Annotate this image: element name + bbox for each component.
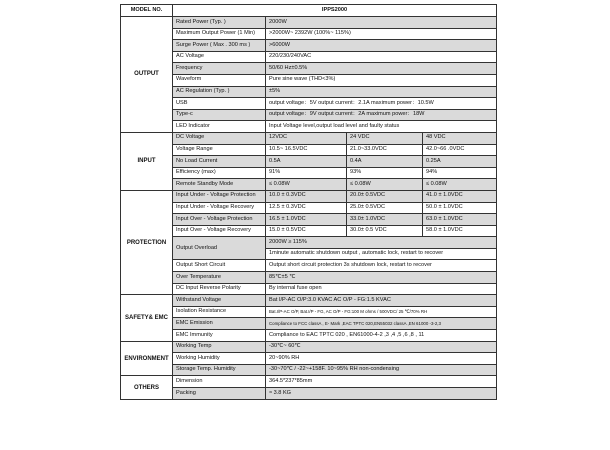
section-category: INPUT [121,132,173,190]
spec-value: Compliance to FCC classA , E- Mark ,EAC TPTC 020,EN55032 classA ,EN 61000 -3-2,3 [266,318,497,330]
spec-value: 0.5A [266,156,347,168]
spec-row [121,109,497,121]
spec-label: Working Temp [173,341,266,353]
spec-value: 58.0 ± 1.0VDC [423,225,497,237]
spec-value: 20.0± 0.5VDC [347,190,423,202]
spec-row [121,40,497,52]
spec-value: 2000W [266,17,497,29]
spec-label: Input Under - Voltage Protection [173,190,266,202]
spec-label: Remote Standby Mode [173,179,266,191]
spec-label: Isolation Resistance [173,306,266,318]
spec-value: ≤ 0.08W [347,179,423,191]
spec-value: 0.4A [347,156,423,168]
spec-row [121,214,497,226]
spec-value: 16.5 ± 1.0VDC [266,214,347,226]
spec-label: LED Indicator [173,121,266,133]
spec-row [121,272,497,284]
model-value: IPPS2000 [173,5,497,17]
spec-value: Output short circuit protection 3s shutdown lock, restart to recover [266,260,497,272]
model-label: MODEL NO. [121,5,173,17]
spec-row [121,156,497,168]
spec-row [121,364,497,376]
section-category: SAFETY& EMC [121,295,173,341]
spec-value: ±5% [266,86,497,98]
spec-label: EMC Emission [173,318,266,330]
section-category: OUTPUT [121,17,173,133]
spec-value: Bat I/P-AC O/P:3.0 KVAC AC O/P - FG:1.5 KVAC [266,295,497,307]
spec-value: >2000W~ 2392W (100%~ 115%) [266,28,497,40]
spec-label: Working Humidity [173,353,266,365]
spec-label: DC Input Reverse Polarity [173,283,266,295]
spec-label: Frequency [173,63,266,75]
spec-label: Voltage Range [173,144,266,156]
spec-table [120,4,497,400]
spec-value: -30~70℃ / -22~+158F. 10~95% RH non-condensing [266,364,497,376]
spec-value: 15.0 ± 0.5VDC [266,225,347,237]
spec-value: >6000W [266,40,497,52]
spec-value: 42.0~66 .0VDC [423,144,497,156]
spec-value: 10.5~ 16.5VDC [266,144,347,156]
spec-value: 12.5 ± 0.3VDC [266,202,347,214]
spec-row [121,17,497,29]
section-category: PROTECTION [121,190,173,294]
spec-value: 93% [347,167,423,179]
spec-value: 1minute automatic shutdown output , automatic lock, restart to recover [266,248,497,260]
spec-row [121,74,497,86]
spec-label: Output Overload [173,237,266,260]
spec-row [121,295,497,307]
spec-row [121,167,497,179]
spec-value: 91% [266,167,347,179]
spec-label: USB [173,98,266,110]
spec-value: By internal fuse open [266,283,497,295]
spec-value: ≤ 0.08W [266,179,347,191]
spec-row [121,260,497,272]
spec-row [121,237,497,249]
spec-row [121,144,497,156]
spec-value: 21.0~33.0VDC [347,144,423,156]
spec-row [121,388,497,400]
spec-label: Input Over - Voltage Protection [173,214,266,226]
spec-value: 12VDC [266,132,347,144]
spec-label: AC Regulation (Typ. ) [173,86,266,98]
spec-row [121,318,497,330]
header-row [121,5,497,17]
spec-label: Efficiency (max) [173,167,266,179]
spec-value: 33.0± 1.0VDC [347,214,423,226]
spec-row [121,121,497,133]
spec-value: 364.5*237*85mm [266,376,497,388]
spec-label: Output Short Circuit [173,260,266,272]
spec-value: 0.25A [423,156,497,168]
spec-row [121,179,497,191]
spec-row [121,376,497,388]
spec-value: -30℃~ 60℃ [266,341,497,353]
spec-value: 94% [423,167,497,179]
spec-label: Maximum Output Power (1 Min) [173,28,266,40]
spec-value: 63.0 ± 1.0VDC [423,214,497,226]
spec-value: 30.0± 0.5 VDC [347,225,423,237]
spec-row [121,190,497,202]
spec-row [121,225,497,237]
spec-label: Storage Temp. Humidity [173,364,266,376]
spec-label: No Load Current [173,156,266,168]
spec-row [121,28,497,40]
spec-label: Rated Power (Typ. ) [173,17,266,29]
spec-label: Waveform [173,74,266,86]
spec-value: 2000W ≥ 115% [266,237,497,249]
spec-label: Input Under - Voltage Recovery [173,202,266,214]
spec-value: 41.0 ± 1.0VDC [423,190,497,202]
spec-label: Over Temperature [173,272,266,284]
spec-value: 24 VDC [347,132,423,144]
spec-row [121,86,497,98]
spec-row [121,98,497,110]
spec-label: EMC Immunity [173,330,266,342]
spec-value: 50.0 ± 1.0VDC [423,202,497,214]
spec-value: Input Voltage level,output load level and faulty status [266,121,497,133]
spec-value: ≈ 3.8 KG [266,388,497,400]
spec-label: Withstand Voltage [173,295,266,307]
section-category: OTHERS [121,376,173,399]
spec-value: Bat.I/P-AC O/P, Bat.I/P - FG, AC O/P - FG:100 M ohms / 500VDC/ 25 ℃/70% RH [266,306,497,318]
spec-label: Packing [173,388,266,400]
spec-value: Pure sine wave (THD<3%) [266,74,497,86]
spec-value: 85℃±5 ℃ [266,272,497,284]
spec-row [121,202,497,214]
spec-value: 20~90% RH [266,353,497,365]
spec-row [121,132,497,144]
spec-value: 220/230/240VAC [266,51,497,63]
spec-value: output voltage：5V output current：2.1A maximum power：10.5W [266,98,497,110]
spec-row [121,306,497,318]
spec-value: 25.0± 0.5VDC [347,202,423,214]
spec-label: Input Over - Voltage Recovery [173,225,266,237]
spec-row [121,63,497,75]
spec-value: 10.0 ± 0.3VDC [266,190,347,202]
spec-value: 48 VDC [423,132,497,144]
spec-value: Compliance to EAC TPTC 020 , EN61000-4-2 ,3 ,4 ,5 ,6 ,8 , 11 [266,330,497,342]
spec-row [121,51,497,63]
spec-row [121,330,497,342]
spec-label: Surge Power ( Max . 300 ms ) [173,40,266,52]
spec-row [121,283,497,295]
spec-label: Type-c [173,109,266,121]
spec-row [121,353,497,365]
spec-row [121,341,497,353]
spec-value: ≤ 0.08W [423,179,497,191]
section-category: ENVIRONMENT [121,341,173,376]
spec-label: AC Voltage [173,51,266,63]
spec-label: Dimension [173,376,266,388]
spec-value: 50/60 Hz±0.5% [266,63,497,75]
spec-value: output voltage：9V output current：2A maximum power：18W [266,109,497,121]
spec-label: DC Voltage [173,132,266,144]
